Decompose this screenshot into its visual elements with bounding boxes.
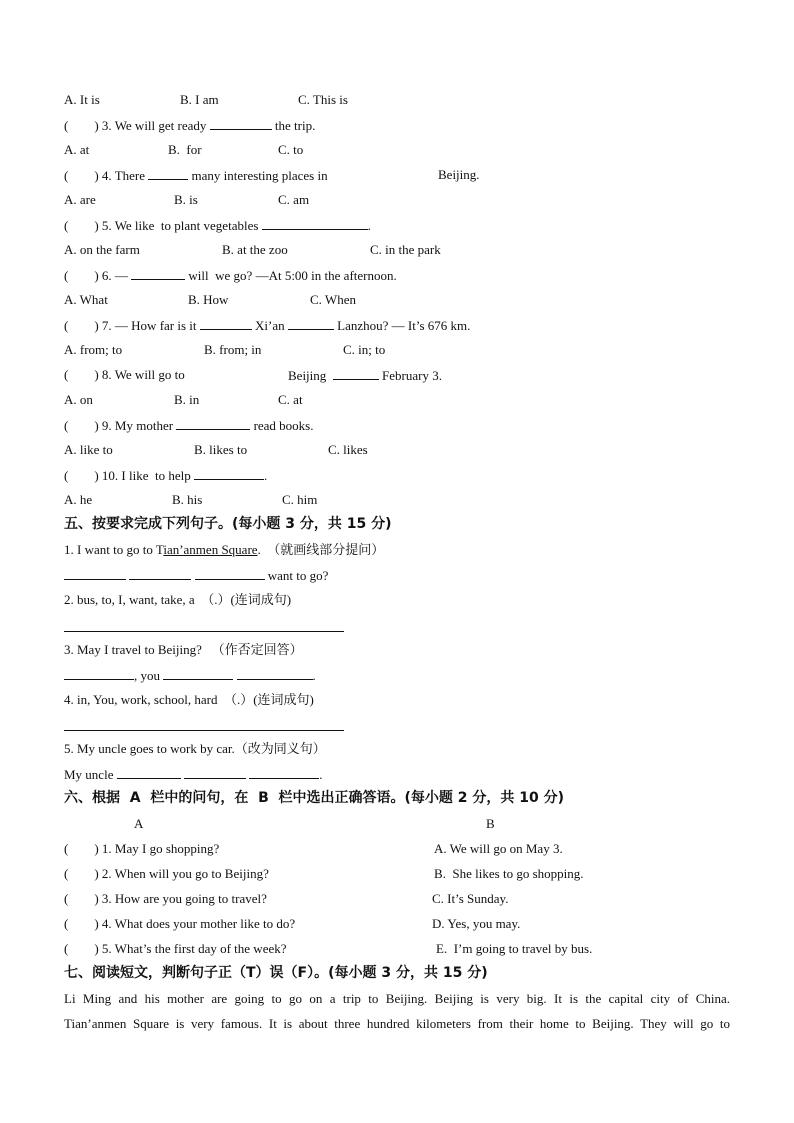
s5-a1-blank-3[interactable]	[195, 567, 265, 580]
q10-option-b: B. his	[172, 492, 203, 507]
q3-blank[interactable]	[210, 117, 272, 130]
question-5: ( ) 5. We like to plant vegetables .	[64, 218, 371, 233]
s5-a1-blank-1[interactable]	[64, 567, 126, 580]
match-question-4: ( ) 4. What does your mother like to do?	[64, 916, 296, 931]
s5-sentence-1: 1. I want to go to Tian’anmen Square. （就画线部分提问）	[64, 542, 385, 557]
q5-option-c: C. in the park	[370, 242, 441, 257]
column-a-header: A	[134, 816, 144, 831]
q9-option-b: B. likes to	[194, 442, 248, 457]
s5-answer-1: want to go?	[64, 567, 328, 584]
question-6: ( ) 6. — will we go? —At 5:00 in the afternoon.	[64, 268, 397, 283]
q3-option-b: B. for	[168, 142, 202, 157]
column-b-header: B	[486, 816, 495, 831]
q7-blank-2[interactable]	[288, 317, 334, 330]
q9-blank[interactable]	[176, 417, 250, 430]
question-8: ( ) 8. We will go to	[64, 367, 185, 382]
question-10: ( ) 10. I like to help .	[64, 468, 268, 483]
q8-blank[interactable]	[333, 367, 379, 380]
s5-sentence-5: 5. My uncle goes to work by car.（改为同义句）	[64, 741, 326, 756]
reading-passage-line-1: Li Ming and his mother are going to go on a trip to Beijing. Beijing is very big. It is the capital city of China.	[64, 991, 730, 1006]
s5-sentence-2: 2. bus, to, I, want, take, a （.）(连词成句)	[64, 592, 292, 607]
s5-a1-blank-2[interactable]	[129, 567, 191, 580]
match-question-5: ( ) 5. What’s the first day of the week?	[64, 941, 287, 956]
q8-option-b: B. in	[174, 392, 200, 407]
q2-option-a: A. It is	[64, 92, 100, 107]
s5-answer-line-4[interactable]	[64, 729, 344, 731]
q3-option-c: C. to	[278, 142, 304, 157]
s5-sentence-4: 4. in, You, work, school, hard （.）(连词成句)	[64, 692, 314, 707]
q6-option-c: C. When	[310, 292, 356, 307]
s5-a3-blank-3[interactable]	[237, 667, 313, 680]
q5-blank[interactable]	[262, 217, 368, 230]
match-answer-d: D. Yes, you may.	[432, 916, 521, 931]
match-answer-a: A. We will go on May 3.	[434, 841, 563, 856]
q6-option-b: B. How	[188, 292, 229, 307]
s5-a5-blank-1[interactable]	[117, 766, 181, 779]
s5-answer-line-2[interactable]	[64, 630, 344, 632]
q2-option-b: B. I am	[180, 92, 219, 107]
q6-option-a: A. What	[64, 292, 108, 307]
q7-option-a: A. from; to	[64, 342, 123, 357]
q5-option-a: A. on the farm	[64, 242, 140, 257]
s5-a3-blank-2[interactable]	[163, 667, 233, 680]
q10-blank[interactable]	[194, 467, 264, 480]
q8-option-c: C. at	[278, 392, 303, 407]
q8-mid: Beijing February 3.	[288, 368, 442, 383]
q5-option-b: B. at the zoo	[222, 242, 288, 257]
question-7: ( ) 7. — How far is it Xi’an Lanzhou? — It’s 676 km.	[64, 318, 471, 333]
match-question-2: ( ) 2. When will you go to Beijing?	[64, 866, 269, 881]
q10-option-c: C. him	[282, 492, 318, 507]
s5-a5-blank-3[interactable]	[249, 766, 319, 779]
question-4: ( ) 4. There many interesting places in	[64, 168, 328, 183]
question-9: ( ) 9. My mother read books.	[64, 418, 314, 433]
q9-option-c: C. likes	[328, 442, 368, 457]
q4-option-a: A. are	[64, 192, 96, 207]
s5-a5-blank-2[interactable]	[184, 766, 246, 779]
question-3: ( ) 3. We will get ready the trip.	[64, 118, 316, 133]
q4-tail: Beijing.	[438, 167, 480, 182]
match-answer-e: E. I’m going to travel by bus.	[436, 941, 593, 956]
q4-option-c: C. am	[278, 192, 310, 207]
q7-blank-1[interactable]	[200, 317, 252, 330]
q7-option-b: B. from; in	[204, 342, 262, 357]
q8-option-a: A. on	[64, 392, 93, 407]
q4-blank[interactable]	[148, 167, 188, 180]
s5-answer-5: My uncle .	[64, 767, 323, 782]
match-answer-c: C. It’s Sunday.	[432, 891, 509, 906]
s5-a3-blank-1[interactable]	[64, 667, 134, 680]
q7-option-c: C. in; to	[343, 342, 386, 357]
reading-passage-line-2: Tian’anmen Square is very famous. It is about three hundred kilometers from their home to Beijing. They will go to	[64, 1016, 730, 1031]
match-question-1: ( ) 1. May I go shopping?	[64, 841, 220, 856]
s5-answer-3: , you .	[64, 667, 316, 684]
section-5-title: 五、按要求完成下列句子。(每小题 3 分，共 15 分)	[64, 516, 392, 532]
section-6-title: 六、根据 A 栏中的问句，在 B 栏中选出正确答语。(每小题 2 分，共 10 分)	[64, 790, 565, 806]
s5-sentence-3: 3. May I travel to Beijing? （作否定回答）	[64, 642, 303, 657]
q10-option-a: A. he	[64, 492, 93, 507]
q9-option-a: A. like to	[64, 442, 113, 457]
q3-option-a: A. at	[64, 142, 90, 157]
match-answer-b: B. She likes to go shopping.	[434, 866, 584, 881]
section-7-title: 七、阅读短文，判断句子正（T）误（F）。(每小题 3 分，共 15 分)	[64, 965, 488, 981]
q4-option-b: B. is	[174, 192, 198, 207]
match-question-3: ( ) 3. How are you going to travel?	[64, 891, 267, 906]
q2-option-c: C. This is	[298, 92, 348, 107]
q6-blank[interactable]	[131, 267, 185, 280]
